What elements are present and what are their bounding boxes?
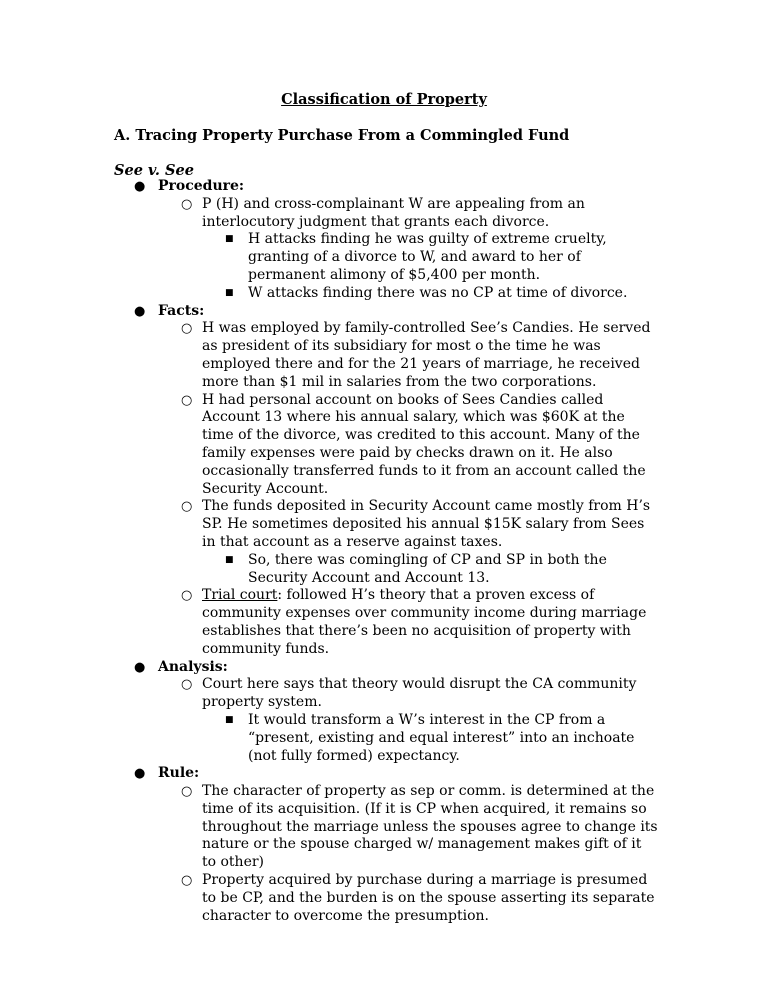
- outline-item: [0, 872, 658, 925]
- procedure-subpoint: W attacks finding there was no CP at time of divorce.: [248, 284, 628, 301]
- bullet-square-icon: ■: [225, 554, 234, 565]
- outline-facts: [0, 303, 658, 321]
- facts-point: : followed H’s theory that a proven excess of community expenses over community income during marriage establishes that there’s been no acquisition of property with community funds.: [202, 587, 647, 657]
- bullet-circle-icon: ○: [181, 392, 193, 408]
- bullet-circle-icon: ○: [181, 677, 193, 693]
- bullet-disc-icon: ●: [134, 303, 146, 319]
- outline-rule: [0, 765, 658, 783]
- page-title: Classification of Property: [281, 91, 487, 108]
- facts-label: Facts:: [158, 302, 205, 319]
- procedure-subpoint: H attacks finding he was guilty of extreme cruelty, granting of a divorce to W, and award to her of permanent alimony of $5,400 per month.: [248, 231, 607, 283]
- outline-subitem: [0, 552, 658, 588]
- bullet-disc-icon: ●: [134, 766, 146, 782]
- bullet-disc-icon: ●: [134, 179, 146, 194]
- facts-point: H was employed by family-controlled See’s Candies. He served as president of its subsidiary for most o the time he was employed there and for the 21 years of marriage, he received more than $1 mil in salaries from the two corporations.: [202, 320, 651, 390]
- rule-point: The character of property as sep or comm. is determined at the time of its acquisition. (If it is CP when acquired, it remains so throughout the marriage unless the spouses agree to change its nature or the spouse charged w/ management makes gift of it to other): [202, 783, 658, 871]
- bullet-square-icon: ■: [225, 714, 234, 725]
- rule-label: Rule:: [158, 765, 200, 782]
- rule-point: Property acquired by purchase during a marriage is presumed to be CP, and the burden is on the spouse asserting its separate character to overcome the presumption.: [202, 872, 655, 924]
- case-name: See v. See: [114, 162, 194, 179]
- outline-item: [0, 587, 658, 658]
- bullet-circle-icon: ○: [181, 588, 193, 604]
- outline-subitem: [0, 712, 658, 765]
- outline-item: [0, 498, 658, 551]
- outline-analysis: [0, 659, 658, 677]
- outline-item: [0, 392, 658, 499]
- analysis-subpoint: It would transform a W’s interest in the CP from a “present, existing and equal interest” into an inchoate (not fully formed) expectancy.: [248, 711, 635, 764]
- bullet-circle-icon: ○: [181, 196, 193, 212]
- analysis-point: Court here says that theory would disrupt the CA community property system.: [202, 676, 637, 711]
- outline-item: [0, 320, 658, 391]
- section-heading: A. Tracing Property Purchase From a Commingled Fund: [114, 127, 570, 144]
- bullet-disc-icon: ●: [134, 659, 146, 675]
- bullet-square-icon: ■: [225, 234, 234, 245]
- trial-court-label: Trial court: [202, 587, 278, 604]
- procedure-label: Procedure:: [158, 178, 245, 194]
- analysis-label: Analysis:: [158, 658, 228, 675]
- outline-item: [0, 783, 658, 872]
- outline-subitem: [0, 285, 658, 303]
- outline-item: [0, 676, 658, 712]
- facts-subpoint: So, there was comingling of CP and SP in both the Security Account and Account 13.: [248, 551, 607, 586]
- bullet-circle-icon: ○: [181, 784, 193, 800]
- bullet-square-icon: ■: [225, 287, 234, 298]
- outline-subitem: [0, 231, 658, 284]
- procedure-point: P (H) and cross-complainant W are appealing from an interlocutory judgment that grants each divorce.: [202, 195, 585, 230]
- facts-point: H had personal account on books of Sees Candies called Account 13 where his annual salary, which was $60K at the time of the divorce, was credited to this account. Many of the family expenses were paid by checks drawn on it. He also occasionally transferred funds to it from an account called the Security Account.: [202, 391, 646, 497]
- outline-procedure: [0, 178, 658, 196]
- facts-point: The funds deposited in Security Account came mostly from H’s SP. He sometimes deposited his annual $15K salary from Sees in that account as a reserve against taxes.: [202, 498, 651, 550]
- bullet-circle-icon: ○: [181, 499, 193, 515]
- bullet-circle-icon: ○: [181, 321, 193, 337]
- case-outline: [0, 178, 768, 925]
- bullet-circle-icon: ○: [181, 873, 193, 889]
- outline-item: [0, 196, 658, 232]
